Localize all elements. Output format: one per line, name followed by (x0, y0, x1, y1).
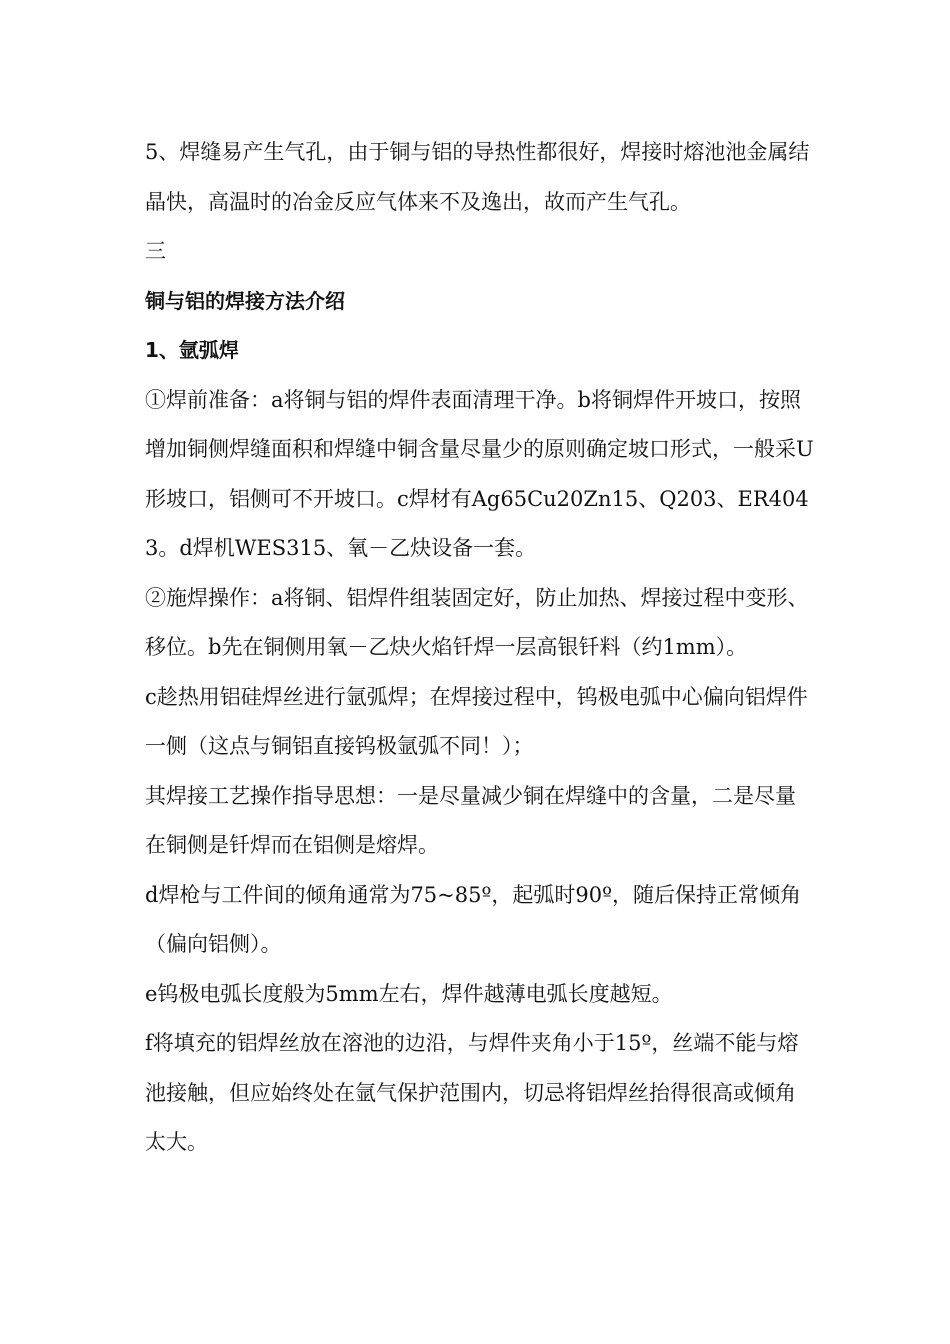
paragraph-porosity: 5、焊缝易产生气孔，由于铜与铝的导热性都很好，焊接时熔池池金属结晶快，高温时的冶金反应气体来不及逸出，故而产生气孔。 (145, 140, 810, 214)
document-body (145, 128, 815, 1168)
paragraph-preparation: ①焊前准备：a将铜与铝的焊件表面清理干净。b将铜焊件开坡口，按照增加铜侧焊缝面积和焊缝中铜含量尽量少的原则确定坡口形式，一般采U形坡口，铝侧可不开坡口。c焊材有Ag65Cu20Zn15、Q203、ER4043。d焊机WES315、氧－乙炔设备一套。 (145, 387, 814, 560)
section-heading: 铜与铝的焊接方法介绍 (145, 288, 345, 313)
paragraph-step-e: e钨极电弧长度般为5mm左右，焊件越薄电弧长度越短。 (145, 981, 673, 1006)
paragraph-step-f: f将填充的铝焊丝放在溶池的边沿，与焊件夹角小于15º，丝端不能与熔池接触，但应始终处在氩气保护范围内，切忌将铝焊丝抬得很高或倾角太大。 (145, 1031, 799, 1154)
section-number: 三 (145, 239, 166, 263)
paragraph-guideline: 其焊接工艺操作指导思想：一是尽量减少铜在焊缝中的含量，二是尽量在铜侧是钎焊而在铝侧是熔焊。 (145, 783, 796, 857)
subsection-heading: 1、氩弧焊 (145, 338, 239, 362)
paragraph-step-d: d焊枪与工件间的倾角通常为75~85º，起弧时90º，随后保持正常倾角（偏向铝侧）。 (145, 882, 801, 956)
paragraph-operation: ②施焊操作：a将铜、铝焊件组装固定好，防止加热、焊接过程中变形、移位。b先在铜侧用氧－乙炔火焰钎焊一层高银钎料（约1mm）。 (145, 585, 809, 659)
paragraph-step-c: c趁热用铝硅焊丝进行氩弧焊；在焊接过程中，钨极电弧中心偏向铝焊件一侧（这点与铜铝直接钨极氩弧不同！）； (145, 684, 808, 758)
